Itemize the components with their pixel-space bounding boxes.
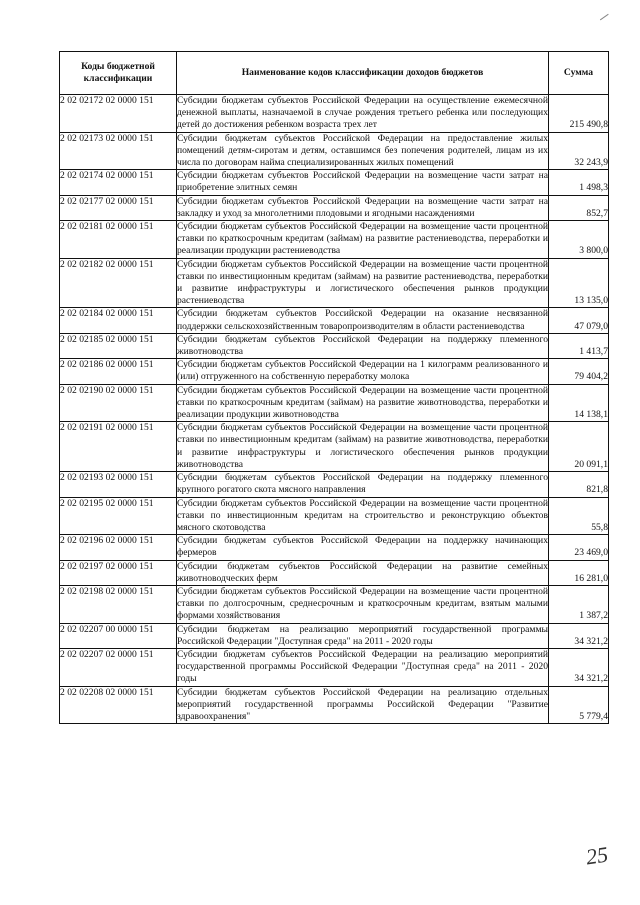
row-name: Субсидии бюджетам на реализацию мероприятий государственной программы Российской Федерации "Доступная среда" на 2011 - 2020 годы	[177, 623, 548, 647]
row-name: Субсидии бюджетам субъектов Российской Федерации на возмещение части процентной ставки по краткосрочным кредитам (займам) на развитие животноводства, переработки и реализации продукции животноводства	[177, 384, 548, 421]
row-name: Субсидии бюджетам субъектов Российской Федерации на предоставление жилых помещений детям-сиротам и детям, оставшимся без попечения родителей, лицам из их числа по договорам найма специализированных жилых помещений	[177, 132, 548, 169]
row-code: 2 02 02208 02 0000 151	[60, 686, 177, 724]
row-sum: 32 243,9	[549, 132, 609, 170]
row-name: Субсидии бюджетам субъектов Российской Федерации на возмещение части процентной ставки по инвестиционным кредитам на строительство и реконструкцию объектов мясного скотоводства	[177, 497, 548, 533]
row-code: 2 02 02184 02 0000 151	[60, 308, 177, 333]
row-name: Субсидии бюджетам субъектов Российской Федерации на поддержку племенного крупного рогатого скота мясного направления	[177, 472, 548, 496]
row-sum: 215 490,8	[549, 95, 609, 133]
table-row	[60, 258, 609, 308]
row-code: 2 02 02190 02 0000 151	[60, 384, 177, 422]
row-sum: 47 079,0	[549, 308, 609, 333]
row-code: 2 02 02182 02 0000 151	[60, 258, 177, 308]
row-sum: 852,7	[549, 195, 609, 220]
row-sum: 5 779,4	[549, 686, 609, 724]
table-row	[60, 359, 609, 384]
row-name: Субсидии бюджетам субъектов Российской Федерации на развитие семейных животноводческих ферм	[177, 560, 548, 584]
row-code: 2 02 02193 02 0000 151	[60, 472, 177, 497]
table-row	[60, 686, 609, 724]
row-sum: 34 321,2	[549, 648, 609, 686]
row-code: 2 02 02196 02 0000 151	[60, 535, 177, 560]
table-row	[60, 195, 609, 220]
row-code: 2 02 02172 02 0000 151	[60, 95, 177, 133]
row-name: Субсидии бюджетам субъектов Российской Федерации на оказание несвязанной поддержки сельскохозяйственным товаропроизводителям в области растениеводства	[177, 308, 548, 332]
row-sum: 1 413,7	[549, 333, 609, 358]
row-sum: 23 469,0	[549, 535, 609, 560]
row-name: Субсидии бюджетам субъектов Российской Федерации на возмещение части процентной ставки по инвестиционным кредитам (займам) на развитие растениеводства, переработки и развитие инфраструктуры и логистического обеспечения рынков продукции растениеводства	[177, 258, 548, 307]
table-row	[60, 422, 609, 472]
row-code: 2 02 02186 02 0000 151	[60, 359, 177, 384]
row-code: 2 02 02207 02 0000 151	[60, 648, 177, 686]
row-name: Субсидии бюджетам субъектов Российской Федерации на возмещение части затрат на закладку и уход за многолетними плодовыми и ягодными насаждениями	[177, 195, 548, 219]
row-code: 2 02 02195 02 0000 151	[60, 497, 177, 535]
budget-table	[59, 51, 609, 724]
row-code: 2 02 02173 02 0000 151	[60, 132, 177, 170]
table-row	[60, 333, 609, 358]
header-sum: Сумма	[549, 52, 609, 95]
table-header-row	[60, 52, 609, 95]
row-code: 2 02 02207 00 0000 151	[60, 623, 177, 648]
table-row	[60, 384, 609, 422]
table-row	[60, 497, 609, 535]
table-row	[60, 308, 609, 333]
row-name: Субсидии бюджетам субъектов Российской Федерации на реализацию отдельных мероприятий государственной программы Российской Федерации "Развитие здравоохранения"	[177, 686, 548, 722]
header-name: Наименование кодов классификации доходов бюджетов	[177, 52, 549, 95]
row-sum: 79 404,2	[549, 359, 609, 384]
row-name: Субсидии бюджетам субъектов Российской Федерации на осуществление ежемесячной денежной выплаты, назначаемой в случае рождения третьего ребенка или последующих детей до достижения ребенком возраста трех лет	[177, 95, 548, 131]
row-name: Субсидии бюджетам субъектов Российской Федерации на возмещение части процентной ставки по инвестиционным кредитам (займам) на развитие животноводства, переработки и развитие инфраструктуры и логистического обеспечения рынков продукции животноводства	[177, 422, 548, 470]
row-sum: 14 138,1	[549, 384, 609, 422]
row-code: 2 02 02197 02 0000 151	[60, 560, 177, 585]
row-code: 2 02 02185 02 0000 151	[60, 333, 177, 358]
row-name: Субсидии бюджетам субъектов Российской Федерации на реализацию мероприятий государственной программы Российской Федерации "Доступная среда" на 2011 - 2020 годы	[177, 648, 548, 685]
table-row	[60, 560, 609, 585]
row-sum: 34 321,2	[549, 623, 609, 648]
row-sum: 3 800,0	[549, 221, 609, 259]
row-name: Субсидии бюджетам субъектов Российской Федерации на 1 килограмм реализованного и (или) отгруженного на собственную переработку молока	[177, 359, 548, 383]
row-sum: 1 387,2	[549, 585, 609, 623]
table-row	[60, 585, 609, 623]
row-code: 2 02 02198 02 0000 151	[60, 585, 177, 623]
table-row	[60, 535, 609, 560]
table-row	[60, 132, 609, 170]
row-code: 2 02 02181 02 0000 151	[60, 221, 177, 259]
table-row	[60, 95, 609, 133]
row-sum: 1 498,3	[549, 170, 609, 195]
page-number: 25	[584, 841, 610, 870]
table-row	[60, 170, 609, 195]
row-name: Субсидии бюджетам субъектов Российской Федерации на поддержку начинающих фермеров	[177, 535, 548, 559]
header-code: Коды бюджетной классификации	[60, 52, 177, 95]
row-sum: 821,8	[549, 472, 609, 497]
row-name: Субсидии бюджетам субъектов Российской Федерации на поддержку племенного животноводства	[177, 333, 548, 358]
row-code: 2 02 02191 02 0000 151	[60, 422, 177, 472]
row-name: Субсидии бюджетам субъектов Российской Федерации на возмещение части процентной ставки по краткосрочным кредитам (займам) на развитие растениеводства, переработки и реализации продукции растениеводства	[177, 221, 548, 257]
row-name: Субсидии бюджетам субъектов Российской Федерации на возмещение части затрат на приобретение элитных семян	[177, 170, 548, 194]
table-row	[60, 221, 609, 259]
row-name: Субсидии бюджетам субъектов Российской Федерации на возмещение части процентной ставки по долгосрочным, среднесрочным и краткосрочным кредитам, взятым малыми формами хозяйствования	[177, 585, 548, 622]
table-row	[60, 623, 609, 648]
row-code: 2 02 02177 02 0000 151	[60, 195, 177, 220]
row-sum: 13 135,0	[549, 258, 609, 308]
row-sum: 20 091,1	[549, 422, 609, 472]
table-row	[60, 648, 609, 686]
row-sum: 55,8	[549, 497, 609, 535]
row-code: 2 02 02174 02 0000 151	[60, 170, 177, 195]
row-sum: 16 281,0	[549, 560, 609, 585]
table-row	[60, 472, 609, 497]
corner-mark	[600, 14, 612, 25]
